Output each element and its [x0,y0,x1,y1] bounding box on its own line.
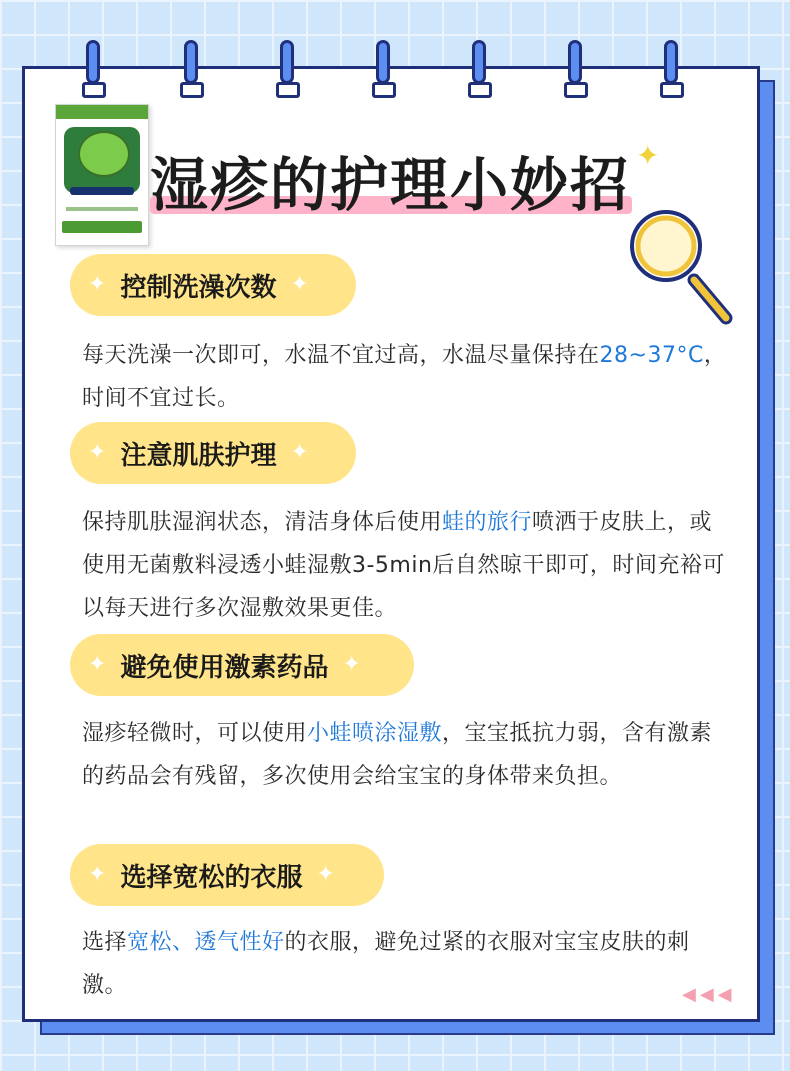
sparkle-icon: ✦ [290,272,309,297]
highlight-text: 蛙的旅行 [442,510,533,535]
section-body: 选择宽松、透气性好的衣服，避免过紧的衣服对宝宝皮肤的刺激。 [82,930,690,998]
highlight-text: 宽松、透气性好 [127,930,285,955]
sparkle-icon: ✦ [316,862,335,887]
section-body: 每天洗澡一次即可，水温不宜过高，水温尽量保持在28~37°C，时间不宜过长。 [82,343,727,411]
sparkle-icon: ✦ [88,272,107,297]
section-heading-pill [70,844,384,906]
section-heading-pill [70,634,414,696]
section-body: 湿疹轻微时，可以使用小蛙喷涂湿敷，宝宝抵抗力弱，含有激素的药品会有残留，多次使用会给宝宝的身体带来负担。 [82,721,713,789]
page-title: 湿疹的护理小妙招 [150,151,631,219]
frog-icon [78,131,130,177]
binder-ring [468,40,492,100]
binder-ring [180,40,204,100]
section-heading: 选择宽松的衣服 [120,862,303,893]
sparkle-icon: ✦ [88,862,107,887]
magnifier-icon [626,206,736,326]
section-heading: 控制洗澡次数 [120,272,277,303]
section-heading-pill [70,422,356,484]
binder-ring [564,40,588,100]
binder-ring [372,40,396,100]
product-image [55,104,149,246]
section-heading-pill [70,254,356,316]
section-heading: 避免使用激素药品 [120,652,329,683]
sparkle-icon: ✦ [290,440,309,465]
triangle-left-icon: ◀◀◀ [682,984,736,1005]
highlight-text: 小蛙喷涂湿敷 [307,721,443,746]
sparkle-icon: ✦ [342,652,361,677]
sparkle-icon: ✦ [88,440,107,465]
binder-ring [82,40,106,100]
highlight-text: 28~37°C [599,343,704,368]
binder-ring [660,40,684,100]
section-heading: 注意肌肤护理 [120,440,277,471]
section-body: 保持肌肤湿润状态，清洁身体后使用蛙的旅行喷洒于皮肤上，或使用无菌敷料浸透小蛙湿敷3-5min后自然晾干即可，时间充裕可以每天进行多次湿敷效果更佳。 [82,510,725,621]
binder-ring [276,40,300,100]
sparkle-icon: ✦ [636,139,660,172]
sparkle-icon: ✦ [88,652,107,677]
